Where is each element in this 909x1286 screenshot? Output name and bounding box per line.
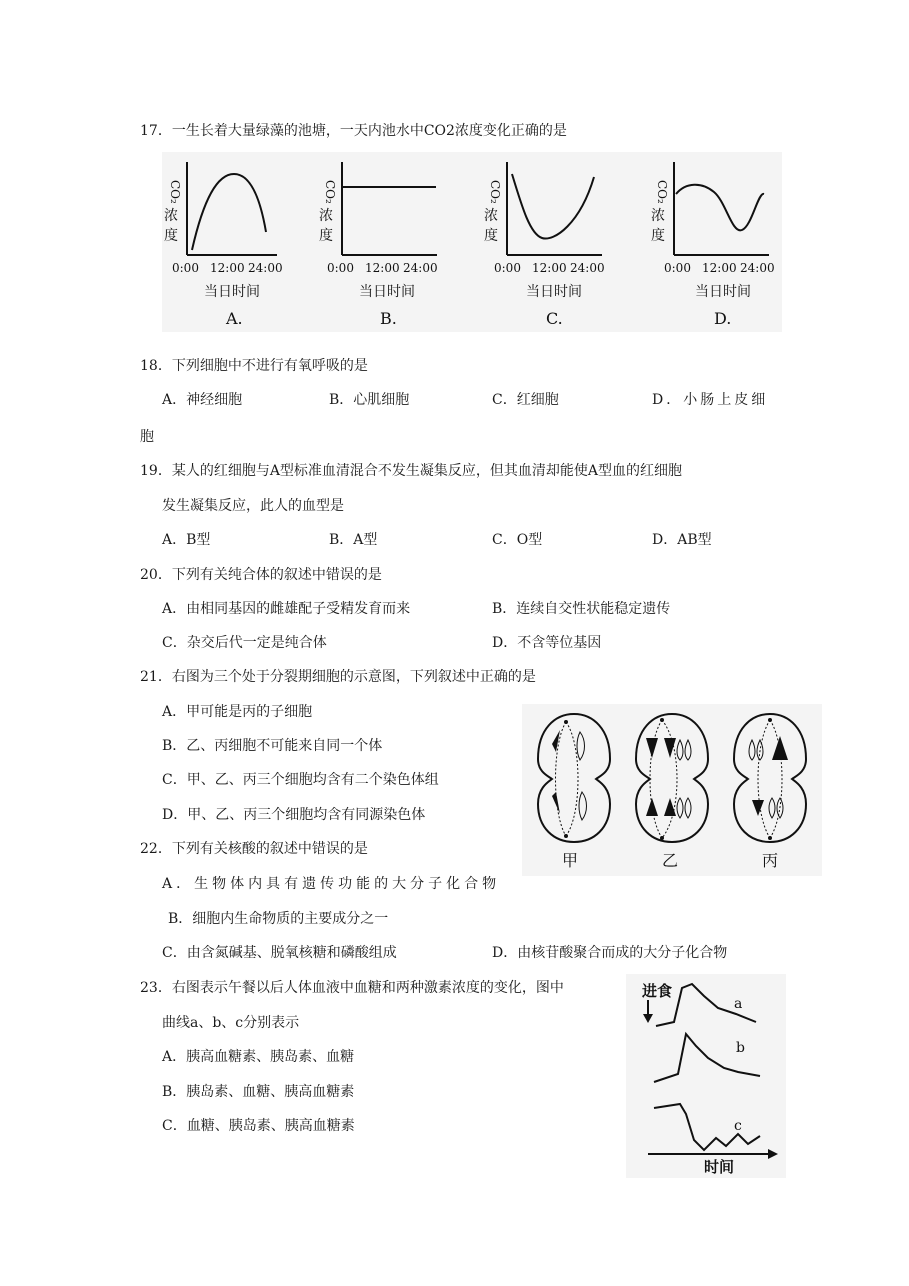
question-19-stem-line-2: 发生凝集反应，此人的血型是 — [162, 498, 344, 514]
xtick-b-0: 0:00 — [327, 261, 354, 275]
panel-c — [484, 162, 605, 328]
xtick-b-2: 24:00 — [403, 261, 438, 275]
ylabel-line-d-3: 度 — [651, 228, 665, 244]
panel-b — [319, 162, 438, 328]
curve-c — [512, 174, 594, 239]
question-21-option-a: A．甲可能是丙的子细胞 — [162, 704, 313, 720]
question-18-stem: 18．下列细胞中不进行有氧呼吸的是 — [140, 358, 368, 374]
curve-label-a: a — [734, 996, 743, 1012]
time-axis-label: 时间 — [704, 1158, 735, 1176]
question-18-option-b: B．心肌细胞 — [329, 392, 410, 408]
question-20-option-b: B．连续自交性状能稳定遗传 — [492, 601, 671, 617]
question-18-option-d: D．小肠上皮细 — [652, 392, 769, 408]
xtick-d-1: 12:00 — [702, 261, 737, 275]
question-19-option-c: C．O型 — [492, 532, 543, 548]
curve-d — [676, 185, 764, 231]
curve-label-c: c — [734, 1118, 742, 1134]
xtick-d-2: 24:00 — [740, 261, 775, 275]
xtick-c-2: 24:00 — [570, 261, 605, 275]
question-21-option-b: B．乙、丙细胞不可能来自同一个体 — [162, 738, 383, 754]
co2-concentration-figure — [162, 152, 782, 332]
xlabel-b: 当日时间 — [359, 284, 415, 300]
panel-d — [651, 162, 775, 328]
panel-label-d: D. — [714, 309, 732, 328]
question-18-option-d-wrap: 胞 — [140, 429, 154, 445]
cell-bing — [734, 714, 806, 870]
question-23-option-a: A．胰高血糖素、胰岛素、血糖 — [162, 1049, 355, 1065]
ylabel-line-a-1: CO₂ — [168, 180, 182, 204]
question-17-stem: 17．一生长着大量绿藻的池塘，一天内池水中CO2浓度变化正确的是 — [140, 123, 567, 139]
xtick-c-1: 12:00 — [532, 261, 567, 275]
cell-jia — [538, 714, 610, 870]
question-19-option-a: A．B型 — [162, 532, 211, 548]
xlabel-d: 当日时间 — [695, 284, 751, 300]
curve-label-b: b — [736, 1040, 745, 1056]
meal-label: 进食 — [642, 982, 673, 1000]
xtick-a-0: 0:00 — [172, 261, 199, 275]
ylabel-line-c-2: 浓 — [484, 208, 498, 224]
question-23-option-c: C．血糖、胰岛素、胰高血糖素 — [162, 1118, 355, 1134]
cell-division-figure — [522, 704, 822, 876]
question-22-option-b: B．细胞内生命物质的主要成分之一 — [168, 911, 389, 927]
xlabel-c: 当日时间 — [526, 284, 582, 300]
panel-label-b: B. — [380, 309, 397, 328]
question-19-stem-line-1: 19．某人的红细胞与A型标准血清混合不发生凝集反应，但其血清却能使A型血的红细胞 — [140, 463, 683, 479]
cell-yi — [636, 714, 708, 870]
curve-a — [192, 174, 266, 250]
question-20-option-d: D．不含等位基因 — [492, 635, 602, 651]
ylabel-line-a-2: 浓 — [164, 208, 178, 224]
question-21-stem: 21．右图为三个处于分裂期细胞的示意图，下列叙述中正确的是 — [140, 669, 536, 685]
question-22-option-c: C．由含氮碱基、脱氧核糖和磷酸组成 — [162, 945, 397, 961]
xtick-c-0: 0:00 — [494, 261, 521, 275]
cell-label-bing: 丙 — [762, 851, 779, 870]
question-22-stem: 22．下列有关核酸的叙述中错误的是 — [140, 841, 368, 857]
xtick-b-1: 12:00 — [365, 261, 400, 275]
ylabel-line-a-3: 度 — [164, 228, 178, 244]
question-18-option-a: A．神经细胞 — [162, 392, 243, 408]
question-23-option-b: B．胰岛素、血糖、胰高血糖素 — [162, 1084, 355, 1100]
xtick-a-1: 12:00 — [210, 261, 245, 275]
question-22-option-a: A．生物体内具有遗传功能的大分子化合物 — [162, 876, 501, 892]
xtick-a-2: 24:00 — [248, 261, 283, 275]
ylabel-line-d-2: 浓 — [651, 208, 665, 224]
ylabel-line-b-2: 浓 — [319, 208, 333, 224]
ylabel-line-b-3: 度 — [319, 228, 333, 244]
panel-a — [164, 162, 283, 328]
question-18-option-c: C．红细胞 — [492, 392, 559, 408]
question-19-option-b: B．A型 — [329, 532, 378, 548]
curve-c-line — [654, 1104, 760, 1150]
xtick-d-0: 0:00 — [664, 261, 691, 275]
ylabel-line-c-1: CO₂ — [488, 180, 502, 204]
question-23-stem-line-1: 23．右图表示午餐以后人体血液中血糖和两种激素浓度的变化，图中 — [140, 980, 564, 996]
xlabel-a: 当日时间 — [204, 284, 260, 300]
question-21-option-c: C．甲、乙、丙三个细胞均含有二个染色体组 — [162, 772, 439, 788]
question-21-option-d: D．甲、乙、丙三个细胞均含有同源染色体 — [162, 807, 426, 823]
blood-sugar-hormone-figure — [626, 974, 786, 1178]
question-20-option-c: C．杂交后代一定是纯合体 — [162, 635, 327, 651]
question-22-option-d: D．由核苷酸聚合而成的大分子化合物 — [492, 945, 728, 961]
cell-label-jia: 甲 — [562, 851, 579, 870]
ylabel-line-d-1: CO₂ — [655, 180, 669, 204]
question-20-option-a: A．由相同基因的雌雄配子受精发育而来 — [162, 601, 411, 617]
panel-label-a: A. — [226, 309, 243, 328]
ylabel-line-c-3: 度 — [484, 228, 498, 244]
question-20-stem: 20．下列有关纯合体的叙述中错误的是 — [140, 567, 382, 583]
question-19-option-d: D．AB型 — [652, 532, 712, 548]
question-23-stem-line-2: 曲线a、b、c分别表示 — [162, 1015, 300, 1031]
cell-label-yi: 乙 — [662, 851, 679, 870]
panel-label-c: C. — [546, 309, 563, 328]
ylabel-line-b-1: CO₂ — [323, 180, 337, 204]
